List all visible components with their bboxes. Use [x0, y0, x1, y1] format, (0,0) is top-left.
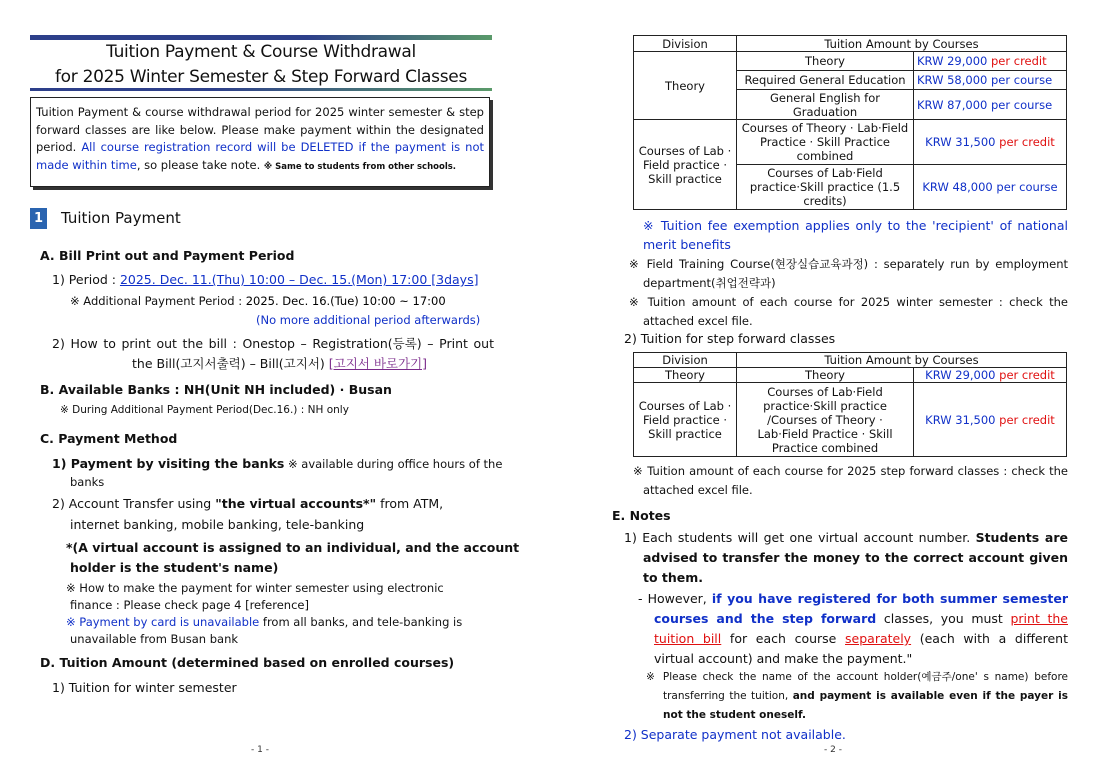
virtual-account-note-2: holder is the student's name) — [70, 560, 279, 575]
how-to-print-line2 — [132, 354, 427, 372]
notes-dash-item — [638, 589, 1068, 669]
account-transfer-text-2: from ATM, — [376, 496, 444, 511]
amount-cell — [914, 90, 1067, 120]
account-holder-text: ※ Please check the name of the account holder(예금주/one' s name) before transferring the tuition, — [646, 671, 1068, 702]
notes-dash-text-4: (each with a different virtual account) and make the payment." — [654, 631, 1068, 666]
notice-warning: All course registration record will be DELETED if the payment is not made within time — [36, 140, 484, 172]
division-lab: Courses of Lab · Field practice · Skill practice — [634, 383, 737, 457]
card-note-line2: unavailable from Busan bank — [70, 632, 239, 646]
amount-unit: per credit — [999, 135, 1055, 149]
notice-box — [30, 97, 490, 187]
notes-dash-blue: if you have registered for both summer semester courses and the step forward — [654, 591, 1068, 626]
virtual-account-note-1: *(A virtual account is assigned to an individual, and the account — [66, 540, 520, 555]
print-tuition-bill: print the tuition bill — [654, 611, 1068, 646]
excel-note-winter: ※ Tuition amount of each course for 2025 winter semester : check the attached excel file. — [629, 295, 1068, 328]
division-lab: Courses of Lab · Field practice · Skill practice — [634, 120, 737, 210]
additional-value: 2025. Dec. 16.(Tue) 10:00 ~ 17:00 — [245, 294, 446, 308]
division-theory: Theory — [634, 52, 737, 120]
notes-item-1-advice: Students are advised to transfer the money to the correct account given to them. — [643, 530, 1068, 585]
no-more-note: (No more additional period afterwards) — [256, 313, 481, 327]
amount-unit: per credit — [999, 368, 1055, 382]
account-transfer-text: 2) Account Transfer using — [52, 496, 216, 511]
notes-dash-text: - However, — [638, 591, 712, 606]
account-holder-note — [638, 668, 1068, 725]
separately-text: separately — [845, 631, 912, 646]
section-e-heading: E. Notes — [612, 508, 671, 523]
section-a-heading: A. Bill Print out and Payment Period — [40, 248, 295, 263]
course-cell: Theory — [737, 368, 914, 383]
table-header-amount: Tuition Amount by Courses — [737, 36, 1067, 52]
card-unavailable: ※ Payment by card is unavailable — [66, 615, 260, 629]
section-c-heading: C. Payment Method — [40, 431, 178, 446]
amount-value: KRW 29,000 — [917, 54, 988, 68]
virtual-accounts-term: "the virtual accounts*" — [215, 496, 377, 511]
page-number-1: - 1 - — [251, 745, 269, 755]
section-b-heading: B. Available Banks : NH(Unit NH included) · Busan — [40, 382, 392, 397]
payment-visit-line2: banks — [70, 475, 105, 489]
notes-dash-text-2: classes, you must — [876, 611, 1011, 626]
payment-visit — [52, 456, 502, 471]
bill-shortcut-link[interactable]: [고지서 바로가기] — [328, 356, 428, 371]
amount-value: KRW 31,500 — [925, 135, 996, 149]
amount-cell — [914, 120, 1067, 165]
period-row — [52, 272, 478, 287]
table-header-division: Division — [634, 36, 737, 52]
amount-unit: per course — [991, 73, 1053, 87]
section-d-heading: D. Tuition Amount (determined based on enrolled courses) — [40, 655, 455, 670]
table-header-division: Division — [634, 353, 737, 368]
course-cell: Courses of Theory · Lab·Field Practice · Skill Practice combined — [737, 120, 914, 165]
notice-text: Tuition Payment & course withdrawal period for 2025 winter semester & step forward classes are like below. Please make payment within the designated period. — [36, 105, 484, 154]
course-cell: Courses of Lab·Field practice·Skill practice /Courses of Theory · Lab·Field Practice · Skill Practice combined — [737, 383, 914, 457]
additional-period — [70, 294, 446, 308]
page-number-2: - 2 - — [824, 745, 842, 755]
step-forward-label: 2) Tuition for step forward classes — [624, 331, 836, 346]
notes-item-2: 2) Separate payment not available. — [624, 727, 846, 742]
amount-cell — [914, 368, 1067, 383]
title-line-1: Tuition Payment & Course Withdrawal — [106, 42, 416, 62]
section-title: Tuition Payment — [61, 209, 181, 227]
tuition-table-step-forward — [633, 352, 1067, 457]
card-note-rest: from all banks, and tele-banking is — [259, 615, 463, 629]
course-cell: General English for Graduation — [737, 90, 914, 120]
table-header-amount: Tuition Amount by Courses — [737, 353, 1067, 368]
amount-cell — [914, 165, 1067, 210]
bank-note: ※ During Additional Payment Period(Dec.16.) : NH only — [60, 404, 349, 416]
title-line-2: for 2025 Winter Semester & Step Forward Classes — [54, 67, 468, 87]
amount-unit: per course — [996, 180, 1058, 194]
notice-other-schools: ※ Same to students from other schools. — [263, 161, 457, 172]
section-number: 1 — [30, 208, 47, 229]
amount-cell — [914, 52, 1067, 71]
amount-value: KRW 87,000 — [917, 97, 988, 112]
excel-note-step: ※ Tuition amount of each course for 2025 step forward classes : check the attached excel file. — [633, 464, 1068, 497]
notice-text-2: , so please take note. — [136, 157, 264, 172]
account-transfer-line2: internet banking, mobile banking, tele-banking — [70, 517, 365, 532]
notes-dash-text-3: for each course — [721, 631, 846, 646]
document-title — [30, 40, 492, 90]
payment-visit-label: 1) Payment by visiting the banks — [52, 456, 285, 471]
notes-item-1 — [624, 528, 1068, 588]
amount-unit: per credit — [991, 54, 1047, 68]
additional-label: ※ Additional Payment Period : — [70, 294, 243, 308]
amount-unit: per credit — [999, 412, 1055, 427]
amount-cell — [914, 71, 1067, 90]
amount-unit: per course — [991, 97, 1053, 112]
how-to-pay-note-2: finance : Please check page 4 [reference] — [70, 598, 309, 612]
division-theory: Theory — [634, 368, 737, 383]
card-note — [66, 615, 462, 629]
field-training-note: ※ Field Training Course(현장실습교육과정) : separately run by employment department(취업전략과) — [629, 257, 1068, 290]
title-bottom-bar — [30, 88, 492, 91]
period-value: 2025. Dec. 11.(Thu) 10:00 – Dec. 15.(Mon) 17:00 [3days] — [119, 272, 479, 287]
tuition-table-winter — [633, 35, 1067, 210]
notes-item-1-text: 1) Each students will get one virtual account number. — [624, 530, 976, 545]
account-holder-bold: and payment is available even if the payer is not the student oneself. — [663, 690, 1068, 721]
how-to-pay-note-1: ※ How to make the payment for winter semester using electronic — [66, 581, 444, 595]
amount-value: KRW 31,500 — [925, 412, 996, 427]
period-label: 1) Period : — [52, 272, 116, 287]
course-cell: Theory — [737, 52, 914, 71]
amount-value: KRW 29,000 — [925, 368, 996, 382]
course-cell: Required General Education — [737, 71, 914, 90]
winter-tuition-label: 1) Tuition for winter semester — [52, 680, 237, 695]
how-to-print-line1: 2) How to print out the bill : Onestop – Registration(등록) – Print out — [52, 336, 494, 351]
account-transfer — [52, 496, 443, 511]
exemption-note: ※ Tuition fee exemption applies only to the 'recipient' of national merit benefits — [643, 218, 1068, 252]
course-cell: Courses of Lab·Field practice·Skill practice (1.5 credits) — [737, 165, 914, 210]
amount-value: KRW 48,000 — [922, 180, 993, 194]
payment-visit-note: ※ available during office hours of the — [284, 457, 503, 471]
how-to-print-path: the Bill(고지서출력) – Bill(고지서) — [132, 356, 325, 371]
amount-cell — [914, 383, 1067, 457]
amount-value: KRW 58,000 — [917, 73, 988, 87]
